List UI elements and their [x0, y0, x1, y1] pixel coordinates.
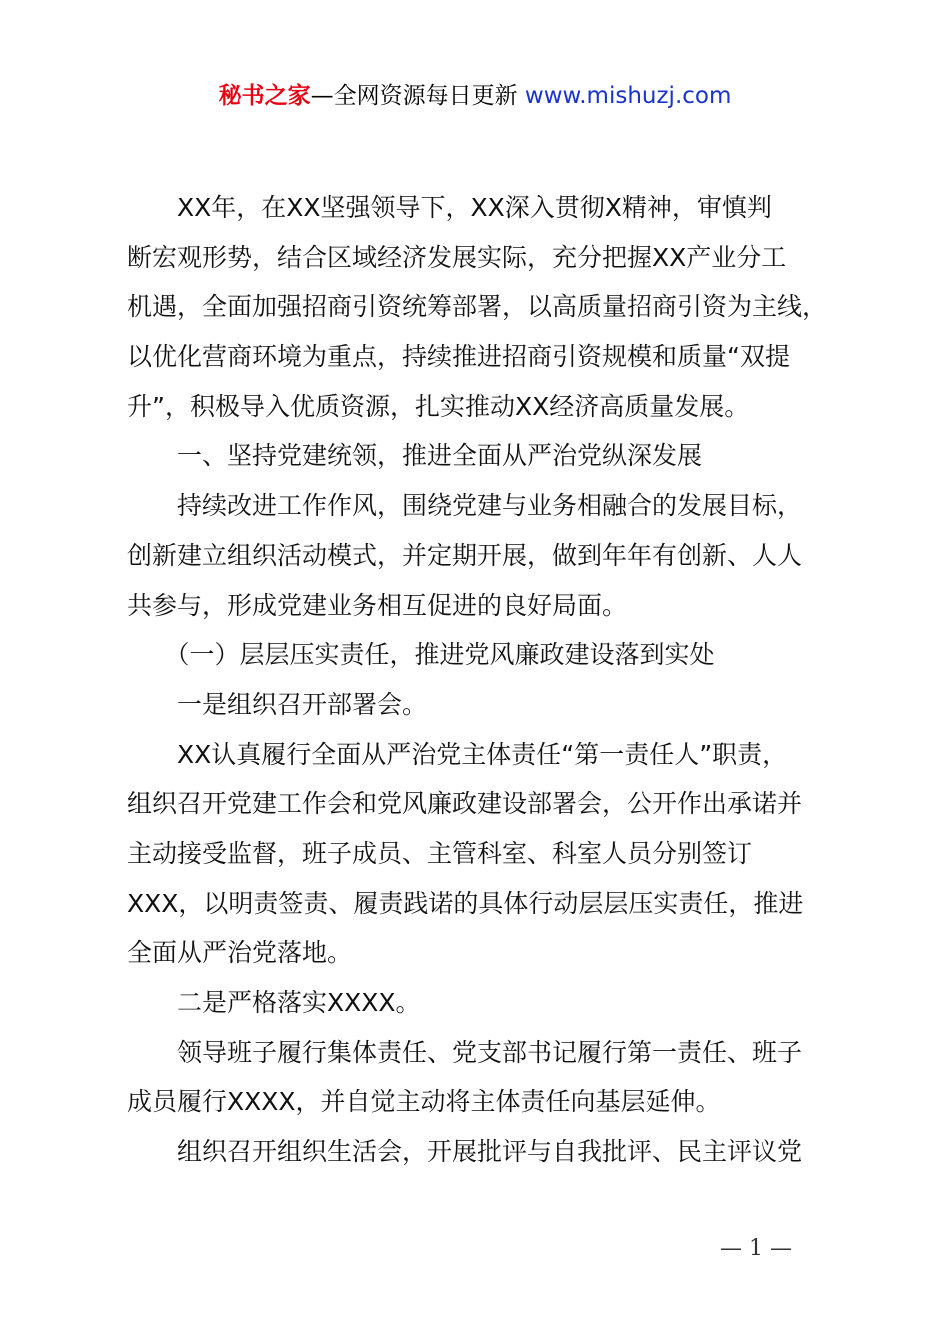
body-line: 升”，积极导入优质资源，扎实推动XX经济高质量发展。	[127, 391, 750, 421]
subsection-heading: （一）层层压实责任，推进党风廉政建设落到实处	[127, 640, 715, 670]
body-line: 全面从严治党落地。	[127, 938, 353, 968]
body-line: 领导班子履行集体责任、党支部书记履行第一责任、班子	[127, 1037, 803, 1067]
header-url-link[interactable]: www.mishuzj.com	[517, 83, 732, 109]
item-heading: 一是组织召开部署会。	[127, 689, 428, 719]
page-header	[0, 80, 950, 112]
body-line: 持续改进工作作风，围绕党建与业务相融合的发展目标，	[127, 491, 803, 521]
body-line: XXX，以明责签责、履责践诺的具体行动层层压实责任，推进	[127, 888, 804, 918]
body-line: 机遇，全面加强招商引资统筹部署，以高质量招商引资为主线，	[127, 292, 828, 322]
header-brand: 秘书之家	[218, 83, 311, 109]
item-heading: 二是严格落实XXXX。	[127, 988, 421, 1017]
body-line: 组织召开党建工作会和党风廉政建设部署会，公开作出承诺并	[127, 789, 803, 819]
section-heading: 一、坚持党建统领，推进全面从严治党纵深发展	[127, 441, 703, 471]
body-line: 成员履行XXXX，并自觉主动将主体责任向基层延伸。	[127, 1087, 721, 1117]
body-line: 主动接受监督，班子成员、主管科室、科室人员分别签订	[127, 838, 753, 868]
header-tagline: —全网资源每日更新	[310, 83, 518, 109]
body-line: 创新建立组织活动模式，并定期开展，做到年年有创新、人人	[127, 540, 803, 570]
body-line: 断宏观形势，结合区域经济发展实际，充分把握XX产业分工	[127, 242, 787, 272]
body-line: XX年，在XX坚强领导下，XX深入贯彻X精神，审慎判	[127, 193, 772, 222]
body-line: 以优化营商环境为重点，持续推进招商引资规模和质量“双提	[127, 342, 790, 372]
document-body	[127, 183, 837, 1177]
body-line: 共参与，形成党建业务相互促进的良好局面。	[127, 590, 628, 620]
page-number: — 1 —	[720, 1236, 792, 1261]
body-line: 组织召开组织生活会，开展批评与自我批评、民主评议党	[127, 1137, 803, 1167]
body-line: XX认真履行全面从严治党主体责任“第一责任人”职责，	[127, 739, 788, 769]
